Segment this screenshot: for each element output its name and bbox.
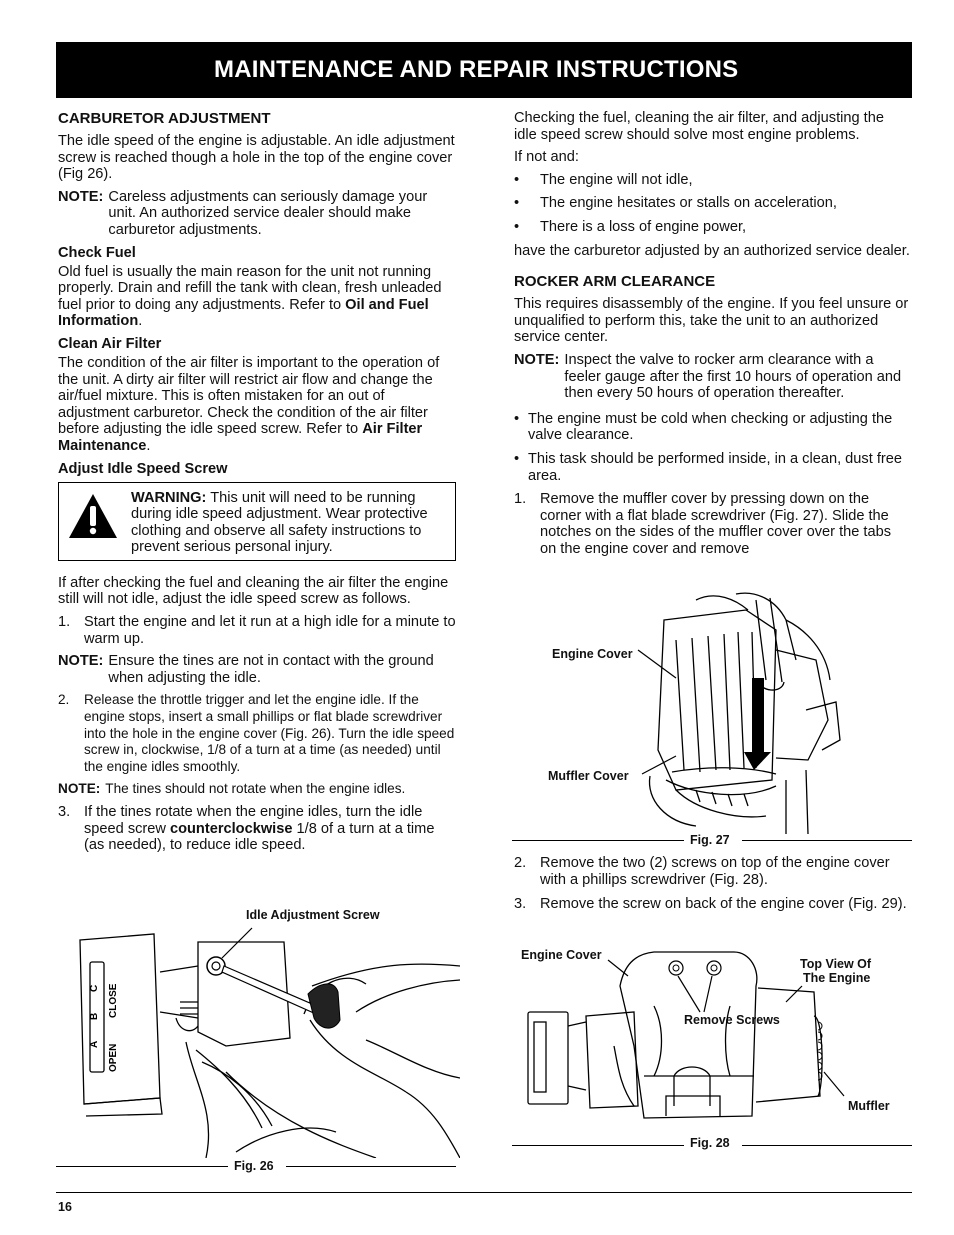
fig26-caption: Fig. 26 xyxy=(234,1159,274,1173)
note-inspect-valve: NOTE: Inspect the valve to rocker arm clearance with a feeler gauge after the first 10 hours of operation and then every 50 hours of operation thereafter. xyxy=(514,351,902,402)
footer-rule xyxy=(56,1192,912,1193)
fig27-caption-line-left xyxy=(512,840,684,841)
fig27-caption-line-right xyxy=(742,840,912,841)
bullet-clean-area: • This task should be performed inside, in a clean, dust free area. xyxy=(514,450,902,484)
note-ensure-tines: NOTE: Ensure the tines are not in contact with the ground when adjusting the idle. xyxy=(58,653,434,686)
rocker-step-3: 3. Remove the screw on back of the engine cover (Fig. 29). xyxy=(514,896,907,913)
right-column-steps xyxy=(514,855,910,919)
bullet-loss-of-power: • There is a loss of engine power, xyxy=(514,218,747,235)
fig28-top-view-label: Top View Of xyxy=(800,957,872,971)
warning-text: WARNING: This unit will need to be running during idle speed adjustment. Wear protective clothing and observe all safety instructions to prevent serious personal injury. xyxy=(131,489,428,556)
carburetor-adjustment-heading: CARBURETOR ADJUSTMENT xyxy=(58,110,271,127)
fig28-engine-cover-label: Engine Cover xyxy=(521,948,602,962)
fig27-caption: Fig. 27 xyxy=(690,833,730,847)
fig27-illustration xyxy=(636,590,844,834)
if-not-text: If not and: xyxy=(514,149,579,166)
fig28-muffler-label: Muffler xyxy=(848,1099,890,1113)
check-fuel-text: Old fuel is usually the main reason for the unit not running properly. Drain and refill the tank with clean, fresh unleaded fuel prior to doing any adjustments. Refer to Oil and Fuel Information. xyxy=(58,263,442,330)
idle-adjustment-screw-label: Idle Adjustment Screw xyxy=(246,908,380,922)
adjust-idle-heading: Adjust Idle Speed Screw xyxy=(58,460,228,477)
page-number: 16 xyxy=(58,1200,72,1214)
fig28-illustration xyxy=(524,946,846,1126)
warning-box xyxy=(58,482,456,561)
fig26-caption-line-left xyxy=(56,1166,228,1167)
fig28-the-engine-label: The Engine xyxy=(803,971,871,985)
step-3: 3. If the tines rotate when the engine idles, turn the idle speed screw counterclockwise 1/8 of a turn at a time (as needed), to reduce idle speed. xyxy=(58,804,435,854)
page-title: MAINTENANCE AND REPAIR INSTRUCTIONS xyxy=(214,56,739,83)
have-carb-adjusted-text: have the carburetor adjusted by an authorized service dealer. xyxy=(514,242,910,259)
header-bar xyxy=(56,42,912,98)
note-careless-adjustments xyxy=(58,189,456,239)
note-label: NOTE: xyxy=(58,188,104,205)
svg-text:OPEN: OPEN xyxy=(108,1043,119,1072)
step-1: 1. Start the engine and let it run at a high idle for a minute to warm up. xyxy=(58,614,456,647)
bullet-hesitates: • The engine hesitates or stalls on acceleration, xyxy=(514,195,837,212)
svg-text:CLOSE: CLOSE xyxy=(108,983,119,1018)
svg-text:A: A xyxy=(89,1040,100,1048)
air-filter-reference: Air Filter Maintenance xyxy=(58,421,423,454)
clean-air-filter-text: The condition of the air filter is important to the operation of the unit. A dirty air filter will restrict air flow and change the air/fuel mixture. This is often mistaken for an out of adjustment carburetor. Check the condition of the air filter before adjusting the idle speed screw. Refer to Air Filter Maintenance. xyxy=(58,354,440,454)
note-text: Careless adjustments can seriously damage your unit. An authorized service dealer should make carburetor adjustments. xyxy=(108,188,428,238)
warning-triangle-icon xyxy=(67,492,119,540)
left-column xyxy=(58,110,456,860)
bullet-engine-cold: • The engine must be cold when checking or adjusting the valve clearance. xyxy=(514,410,893,444)
bullet-will-not-idle: • The engine will not idle, xyxy=(514,171,693,188)
fig28-caption-line-right xyxy=(742,1145,912,1146)
rocker-step-1: 1. Remove the muffler cover by pressing down on the corner with a flat blade screwdriver (Fig. 27). Slide the notches on the sides of the muffler cover over the tabs on the engine cover and remove xyxy=(514,491,891,557)
clean-air-filter-heading: Clean Air Filter xyxy=(58,335,162,352)
right-intro: Checking the fuel, cleaning the air filter, and adjusting the idle speed screw should solve most engine problems. xyxy=(514,110,884,143)
after-checking-text: If after checking the fuel and cleaning the air filter the engine still will not idle, adjust the idle speed screw as follows. xyxy=(58,574,449,608)
fig28-caption-line-left xyxy=(512,1145,684,1146)
fig28-caption: Fig. 28 xyxy=(690,1136,730,1150)
step-2: 2. Release the throttle trigger and let the engine idle. If the engine stops, insert a small phillips or flat blade screwdriver into the hole in the engine cover (Fig. 26). Turn the idle speed screw in, clockwise, 1/8 of a turn at a time (as needed) until the engine idles smoothly. xyxy=(58,692,455,774)
fig27-muffler-cover-label: Muffler Cover xyxy=(548,769,629,783)
fig27-engine-cover-label: Engine Cover xyxy=(552,647,633,661)
fig28-remove-screws-label: Remove Screws xyxy=(684,1013,780,1027)
svg-text:B: B xyxy=(89,1012,100,1020)
rocker-intro: This requires disassembly of the engine. If you feel unsure or unqualified to perform this, take the unit to an authorized service center. xyxy=(514,296,909,346)
svg-text:C: C xyxy=(89,984,100,992)
note-tines-rotate: NOTE: The tines should not rotate when the engine idles. xyxy=(58,781,406,797)
fig26-illustration xyxy=(76,922,460,1158)
carburetor-intro: The idle speed of the engine is adjustable. An idle adjustment screw is reached though a hole in the top of the engine cover (Fig 26). xyxy=(58,133,455,183)
rocker-arm-heading: ROCKER ARM CLEARANCE xyxy=(514,273,716,291)
rocker-step-2: 2. Remove the two (2) screws on top of the engine cover with a phillips screwdriver (Fig. 28). xyxy=(514,855,890,888)
right-column xyxy=(514,110,910,563)
oil-fuel-reference: Oil and Fuel Information xyxy=(58,296,429,330)
check-fuel-heading: Check Fuel xyxy=(58,244,136,261)
fig26-caption-line-right xyxy=(286,1166,456,1167)
